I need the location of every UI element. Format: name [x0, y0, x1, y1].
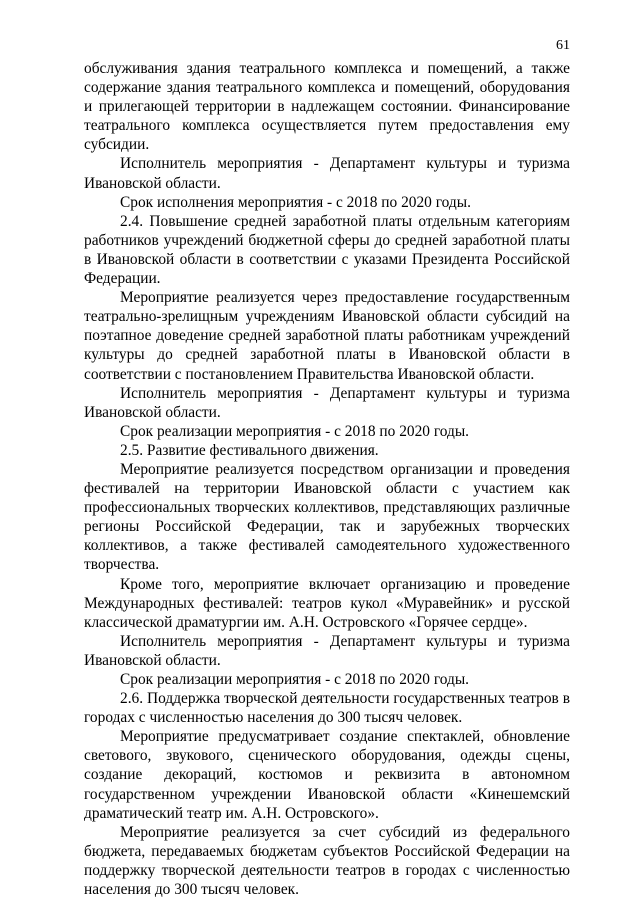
paragraph: Мероприятие предусматривает создание спектаклей, обновление светового, звукового, сценического оборудования, одежды сцены, создание декораций, костюмов и реквизита в автономном государственном учреждении Ивановской области «Кинешемский драматический театр им. А.Н. Островского».: [84, 728, 570, 822]
paragraph: Исполнитель мероприятия - Департамент культуры и туризма Ивановской области.: [84, 632, 570, 669]
paragraph: обслуживания здания театрального комплекса и помещений, а также содержание здания театрального комплекса и помещений, оборудования и прилегающей территории в надлежащем состоянии. Финансирование театрального комплекса осуществляется путем предоставления ему субсидии.: [84, 60, 570, 154]
page-number: 61: [556, 38, 570, 53]
paragraph: Мероприятие реализуется через предоставление государственным театрально-зрелищным учреждениям Ивановской области субсидий на поэтапное доведение средней заработной платы работникам учреждений культуры до средней заработной платы в Ивановской области в соответствии с постановлением Правительства Ивановской области.: [84, 289, 570, 383]
paragraph: Мероприятие реализуется за счет субсидий из федерального бюджета, передаваемых бюджетам субъектов Российской Федерации на поддержку творческой деятельности театров в городах с численностью населения до 300 тысяч человек.: [84, 823, 570, 899]
section-heading: 2.6. Поддержка творческой деятельности государственных театров в городах с численностью населения до 300 тысяч человек.: [84, 690, 570, 727]
document-body: [84, 59, 570, 899]
paragraph: Срок исполнения мероприятия - с 2018 по 2020 годы.: [120, 193, 471, 211]
paragraph: Кроме того, мероприятие включает организацию и проведение Международных фестивалей: театров кукол «Муравейник» и русской классической драматургии им. А.Н. Островского «Горячее сердце».: [84, 575, 570, 631]
paragraph: Мероприятие реализуется посредством организации и проведения фестивалей на территории Ивановской области с участием как профессиональных творческих коллективов, представляющих различные регионы Российской Федерации, так и зарубежных творческих коллективов, а также фестивалей самодеятельного художественного творчества.: [84, 460, 570, 574]
paragraph: Срок реализации мероприятия - с 2018 по 2020 годы.: [120, 671, 470, 688]
section-heading: 2.5. Развитие фестивального движения.: [120, 441, 379, 459]
paragraph: Исполнитель мероприятия - Департамент культуры и туризма Ивановской области.: [84, 384, 570, 421]
paragraph: Срок реализации мероприятия - с 2018 по 2020 годы.: [120, 422, 470, 440]
section-heading: 2.4. Повышение средней заработной платы отдельным категориям работников учреждений бюджетной сферы до средней заработной платы в Ивановской области в соответствии с указами Президента Российской Федерации.: [84, 212, 570, 288]
paragraph: Исполнитель мероприятия - Департамент культуры и туризма Ивановской области.: [84, 155, 570, 192]
